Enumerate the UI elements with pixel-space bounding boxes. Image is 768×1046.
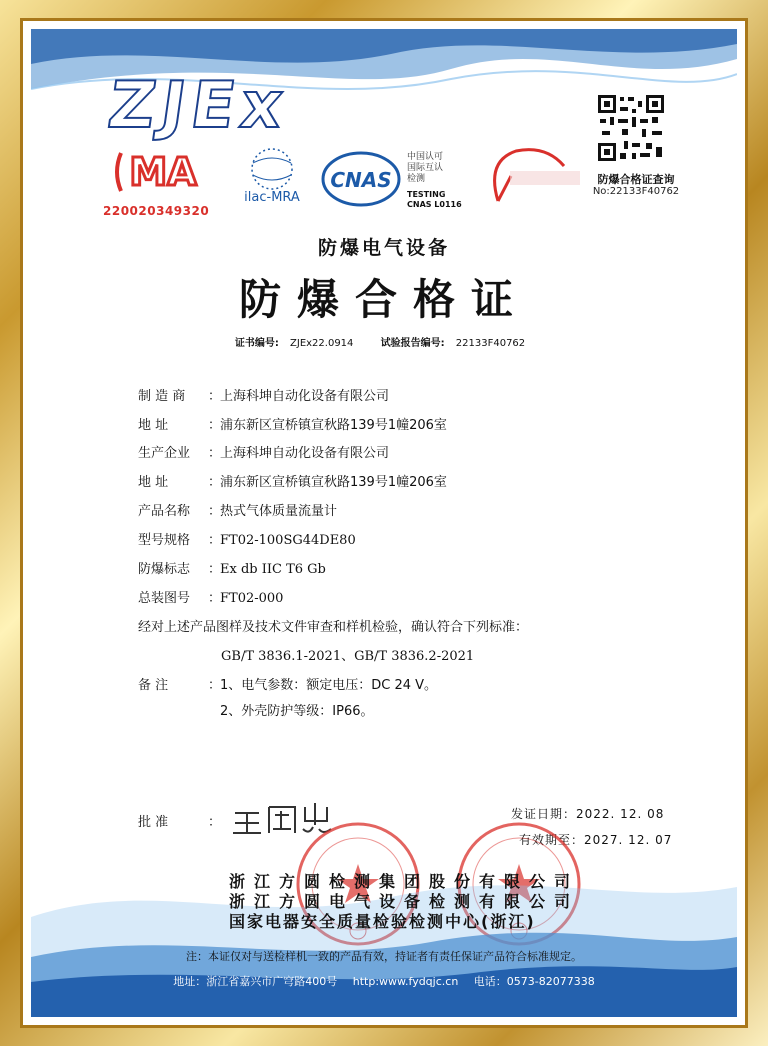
footer-note: 注：本证仅对与送检样机一致的产品有效，持证者有责任保证产品符合标准规定。 (186, 950, 582, 963)
product-row: 产品名称 ：热式气体质量流量计 (138, 504, 338, 519)
phone-text: 电话：0573-82077338 (473, 975, 595, 988)
cert-number: 证书编号: ZJEx22.0914 (234, 338, 354, 349)
ilac-text: ilac-MRA (244, 190, 300, 205)
cma-text: MA (129, 150, 197, 194)
website-link[interactable]: http:www.fydqjc.cn (352, 975, 459, 988)
issuer-list (229, 872, 579, 932)
footer-address (31, 973, 737, 989)
ilac-mra-logo (231, 141, 313, 211)
model-row: 型号规格 ：FT02-100SG44DE80 (138, 533, 356, 548)
cnas-text: CNAS (330, 168, 392, 192)
cnas-testing: TESTING (407, 190, 446, 199)
cma-number: 220020349320 (103, 204, 210, 218)
statement: 经对上述产品图样及技术文件审查和样机检验，确认符合下列标准： (138, 620, 529, 635)
qr-title: 防爆合格证查询 (597, 173, 675, 186)
valid-date: 有效期至：2027. 12. 07 (519, 833, 673, 847)
ex-mark-row: 防爆标志 ：Ex db IIC T6 Gb (138, 562, 326, 577)
cnas-cn-line-1: 中国认可 (407, 152, 444, 162)
approval-row: 批 准 ： (138, 815, 222, 830)
certificate-numbers (31, 334, 737, 349)
certificate-paper (31, 29, 737, 1017)
issuer-2: 浙江方圆电气设备检测有限公司 (229, 892, 580, 911)
remarks-line-2: 2、外壳防护等级：IP66。 (220, 704, 374, 719)
cnas-cn-line-2: 国际互认 (407, 163, 444, 173)
accreditation-logo (476, 141, 586, 211)
zjex-brand: ZJEx (103, 69, 294, 143)
cnas-logo (321, 147, 471, 215)
remarks-row: 备 注 ：1、电气参数：额定电压：DC 24 V。 (138, 678, 438, 693)
standards: GB/T 3836.1-2021、GB/T 3836.2-2021 (221, 649, 475, 664)
address1-row: 地 址 ：浦东新区宣桥镇宣秋路139号1幢206室 (138, 418, 447, 433)
page-title: 防爆合格证 (238, 275, 529, 324)
report-number: 试验报告编号: 22133F40762 (380, 338, 526, 349)
cnas-code: CNAS L0116 (407, 200, 462, 209)
manufacturer-row: 制 造 商 ：上海科坤自动化设备有限公司 (138, 389, 390, 404)
cma-logo (113, 141, 213, 203)
address2-row: 地 址 ：浦东新区宣桥镇宣秋路139号1幢206室 (138, 475, 447, 490)
issue-date: 发证日期：2022. 12. 08 (511, 807, 665, 821)
issuer-3: 国家电器安全质量检验检测中心(浙江) (229, 912, 536, 931)
qr-number: No:22133F40762 (592, 186, 680, 197)
cnas-cn-line-3: 检测 (407, 174, 426, 184)
address-text: 地址：浙江省嘉兴市广穹路400号 (173, 975, 338, 988)
certificate-border (20, 18, 748, 1028)
qr-code[interactable] (596, 93, 666, 163)
subtitle: 防爆电气设备 (317, 237, 450, 259)
producer-row: 生产企业 ：上海科坤自动化设备有限公司 (138, 446, 390, 461)
issuer-1: 浙江方圆检测集团股份有限公司 (229, 872, 580, 891)
drawing-row: 总装图号 ：FT02-000 (138, 591, 284, 606)
